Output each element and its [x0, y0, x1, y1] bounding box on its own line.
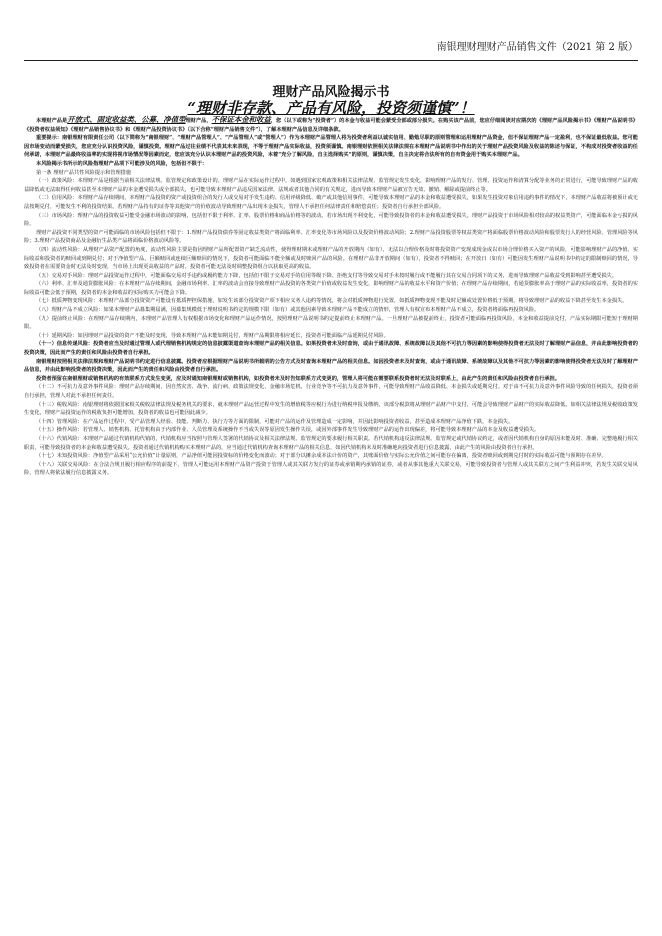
page-title: 理财产品风险揭示书	[272, 85, 390, 100]
risk-paragraph: （十一）信息传递风险：投资者应当及时通过管理人或代理销售机构规定的信息披露渠道查询本理财产品的相关信息。如果投资者未及时查询，或由于通讯故障、系统故障以及其他不可抗力等因素的影响使得投资者无法及时了解理财产品信息，并由此影响投资者的投资决策，因此而产生的责任和风险由投资者自行承担。	[24, 341, 638, 357]
risk-paragraph: （九）提前终止风险：在理财产品存续期内，本理财产品管理人有权根据市场变化和理财产品运作情况，按照理财产品说明书约定提前终止本理财产品。一旦理财产品被提前终止，投资者可能面临再投资风险，本金和收益提前兑付，产品实际期限可能短于理财期限。	[24, 315, 638, 331]
risk-paragraph: （十五）操作风险：若管理人、销售机构、托管机构由于内部作业、人员管理及系统操作不当或失误等原因发生操作失误，或因外部事件发生导致理财产品的运作出现偏差，将可能导致本理财产品的本金及收益遭受损失。	[36, 427, 540, 434]
risk-paragraph: （十三）税收风险：南银理财将依据国家相关税收法律法规及税务机关的要求，就本理财产品运营过程中发生的增值税等应税行为进行纳税申报及缴纳，该部分税款将从理财产品财产中支付，可能会导致理财产品财产的实际收益降低。如相关法律法规及税收政策发生变化，理财产品投资运作的税收负担可能增加，投资者的收益也可能因此减少。	[24, 401, 638, 417]
risk-paragraph: （一）政策风险：本理财产品是根据当前相关法律法规、监管规定和政策设计的。理财产品在实际运作过程中，如遇到国家宏观政策和相关法律法规、监管规定发生变化，影响理财产品的发行、管理、投资运作和清算分配等业务的正常进行，可能导致理财产品的收益降低或无法取得任何收益甚至本理财产品的本金遭受损失或全部损失，也可能导致本理财产品违反国家法律、法规或者其他合同的有关规定，进而导致本理财产品被宣告无效、撤销、解除或提前终止等。	[24, 178, 638, 193]
risk-paragraph: （十）延期风险：如因理财产品投资的资产不能及时变现，导致本理财产品未能如期兑付，理财产品期限将相应延长，投资者可能面临产品延期兑付风险。	[36, 332, 389, 339]
no-guarantee-emphasis: 不保证本金和收益	[211, 115, 271, 124]
risk-paragraph: （三）市场风险：理财产品的投资收益可能受金融市场波动的影响，包括但不限于利率、汇率、股票价格和商品价格等的波动。若市场出现不利变化，可能导致投资者的本金和收益遭受损失。理财产品投资于市场风险相对较高的权益类资产，可能面临本金亏损的风险。	[24, 212, 638, 228]
risk-paragraph: 南银理财按照相关法律法规和理财产品说明书约定进行信息披露。投资者应根据理财产品说明书所载明的公告方式及时查询本理财产品的相关信息。如因投资者未及时查询，或由于通讯故障、系统故障以及其他不可抗力等因素的影响使得投资者无法及时了解理财产品信息，并由此影响投资者的投资决策，因此而产生的责任和风险由投资者自行承担。	[24, 358, 638, 374]
page-header	[24, 40, 638, 61]
intro-text-2: 理财产品，	[185, 118, 212, 124]
risk-paragraph: （十七）未知投资风险：净值型产品采用“公允价值”计量原则，产品净值可能因投资标的价格变化而波动；对于部分以摊余成本法计价的资产，其账面价值与实际公允价值之间可能存在偏离，投资者赎回或到期兑付时的实际收益可能与预期存在差异。	[36, 453, 607, 460]
risk-paragraph: （十二）不可抗力及意外事件风险：理财产品存续期间，因自然灾害、战争、流行病、政策法规变化、金融市场危机、行业竞争等不可抗力及意外事件，可能导致理财产品收益降低、本金损失或延期兑付。对于由不可抗力及意外事件风险导致的任何损失，投资者须自行承担，管理人对此不承担任何责任。	[24, 384, 638, 399]
product-type-emphasis: 开放式、固定收益类、公募、净值型	[67, 115, 186, 124]
document-body	[24, 116, 638, 478]
risk-paragraph: 本风险揭示书所示的风险指理财产品项下可能涉及的风险，包括但不限于：	[36, 160, 208, 167]
risk-paragraph-list	[24, 134, 638, 478]
risk-paragraph: （八）理财产品不成立风险：如果本理财产品募集期届满，因募集规模低于理财说明书约定的规模下限（如有）或其他因素导致本理财产品不能成立的情形，管理人有权宣布本理财产品不成立，投资者将面临再投资风险。	[36, 307, 540, 314]
risk-paragraph: （六）利率、汇率及通货膨胀风险：在本理财产品存续期间，金融市场利率、汇率的波动会直接导致理财产品投资的各类资产价值或收益发生变化，影响理财产品的收益水平和资产价值；在理财产品存续期间，若通货膨胀率高于理财产品的实际收益率，投资者的实际收益可能会低于预期，投资者的本金和收益的实际购买力可能会下降。	[24, 281, 638, 296]
risk-paragraph: （七）抵质押物变现风险：本理财产品部分投资资产可能设有抵质押担保措施，如发生该部分投资资产项下相应义务人违约等情况，将会对抵质押物进行处置，如抵质押物变现不能及时足额或处置价格低于预期，将导致理财产品的收益下降甚至发生本金损失。	[36, 298, 628, 305]
intro-text-3: ，您（以下或称为“投资者”）的本金与收益可能会蒙受全部或部分损失。在购买该产品前，您应仔细阅读对应期次的《理财产品风险揭示书》《理财产品说明书》《投资者权益须知》《理财产品销售协议书》和《理财产品投资协议书》（以下合称“理财产品销售文件”），了解本理财产品信息及详细条款。	[24, 118, 638, 133]
risk-paragraph: （四）流动性风险：从理财产品资产配置的角度，流动性风险主要是指因理财产品所配置资产缺乏流动性，使得理财期末或理财产品的开放期内（如有），无法以合理价格及时将投资资产变现成现金或以市场合理价格买入资产的风险，可能影响理财产品的净值、实际收益和投资者的赎回或到期兑付；对于净值型产品，巨额赎回或连续巨额赎回的情况下，投资者可能面临不能全额或及时赎回产品的风险。在理财产品非开放期间（如有），投资者不得赎回；在开放日（如有）可能因发生理财产品说明书中约定的限制赎回的情况，导致投资者在需要资金时无法及时变现，当市场上出现更高收益的产品时，投资者可能无法及时调整投资组合以获取更高的收益。	[24, 246, 638, 271]
intro-text-1: 本理财产品是	[36, 118, 68, 124]
intro-paragraph	[24, 116, 638, 134]
risk-slogan: “理财非存款、产品有风险，投资须谨慎”！	[187, 99, 475, 117]
risk-paragraph: （十八）关联交易风险：在合法合规且履行相应程序的前提下，管理人可能运用本理财产品资产投资于管理人或其关联方发行的证券或承销期内承销的证券，或者从事其他重大关联交易，可能导致投资者与管理人或其关联方之间产生利益冲突，若发生关联交易风险，管理人将依法履行信息披露义务。	[24, 461, 638, 477]
risk-paragraph: 第一条 理财产品共性风险提示和管理措施	[36, 169, 132, 176]
risk-paragraph: 投资者预留在南银理财或销售机构的有效联系方式发生变更，应及时通知南银理财或销售机构，如投资者未及时告知联系方式变更的，管理人将可能在需要联系投资者时无法及时联系上，由此产生的责任和风险由投资者自行承担。	[36, 375, 560, 382]
risk-paragraph: （十六）代销风险：本理财产品通过代销机构代销的，代销机构应当按照与管理人签署的代销协议及相关法律法规、监管规定的要求履行相关职责。若代销机构违反法律法规、监管规定或代销协议约定，或者因代销机构自身的原因未能及时、准确、完整地履行相关职责，可能导致投资者的本金和收益遭受损失。投资者通过代销机构购买本理财产品的，应当通过代销机构查询本理财产品的相关信息，如因代销机构未及时准确地向投资者进行信息披露，由此产生的风险由投资者自行承担。	[24, 435, 638, 451]
risk-paragraph: 理财产品投资不同类型的资产可能面临的市场风险包括但不限于：1.理财产品投资债券等固定收益类资产将面临利率、汇率变化等市场风险以及投资价格波动风险；2.理财产品投资股票等权益类资产将面临股票价格波动风险和股票发行人的经营风险、管理风险等风险；3.理财产品投资商品及金融衍生品类产品将面临价格波动风险等。	[24, 229, 638, 245]
risk-paragraph: （二）信用风险：本理财产品存续期间，本理财产品投资的资产或投资组合的发行人或交易对手发生违约、信用评级降低、破产或其他信用事件，可能导致本理财产品的本金和收益遭受损失，如果发生投资对象信用违约事件的情况下，本理财产品收益将被预计或无法按期兑付，可能发生不利的投资结果。若理财产品持有的证券等其他资产的价值波动导致理财产品出现本金损失，管理人不承担任何法律责任和赔偿责任；投资者自行承担全部风险。	[24, 195, 638, 210]
document-version-title: 南银理财理财产品销售文件（2021 第 2 版）	[436, 42, 638, 53]
risk-paragraph: （十四）管理风险：在产品运作过程中，受产品管理人经验、技能、判断力、执行力等方面的限制，可能对产品的运作及管理造成一定影响，并因此影响投资者收益，甚至造成本理财产品净值下跌，本金损失。	[36, 418, 514, 425]
risk-paragraph: （五）交易对手风险：理财产品投资运作过程中，可能面临交易对手违约或履约能力下降，包括但不限于交易对手的信用等级下降、拒绝支付等导致交易对手未按时履行或不能履行其在交易合同项下的义务，进而导致理财产品收益受到影响甚至遭受损失。	[36, 272, 618, 279]
risk-paragraph: 重要提示：南银理财有限责任公司（以下简称为“南银理财”、“理财产品管理人”、“产品管理人”或“管理人”）作为本理财产品管理人将为投资者利益以诚实信用、勤勉尽职的原则管理和运用理财产品资金，但不保证理财产品一定盈利，也不保证最低收益。您可能因市场变动而蒙受损失，您应充分认识投资风险，谨慎投资。理财产品过往业绩不代表其未来表现，不等于理财产品实际收益，投资须谨慎。南银理财依照相关法律法规在本理财产品说明书中作出的关于理财产品投资风险及收益的陈述与保证，不构成对投资者收益的任何承诺，本理财产品最终收益率的实现将视市场情况等因素而定，您应该充分认识本理财产品的投资风险，本着“充分了解风险，自主选择购买”的原则，谨慎决策，自主决定将合法所有的自有资金用于购买本理财产品。	[24, 135, 638, 159]
